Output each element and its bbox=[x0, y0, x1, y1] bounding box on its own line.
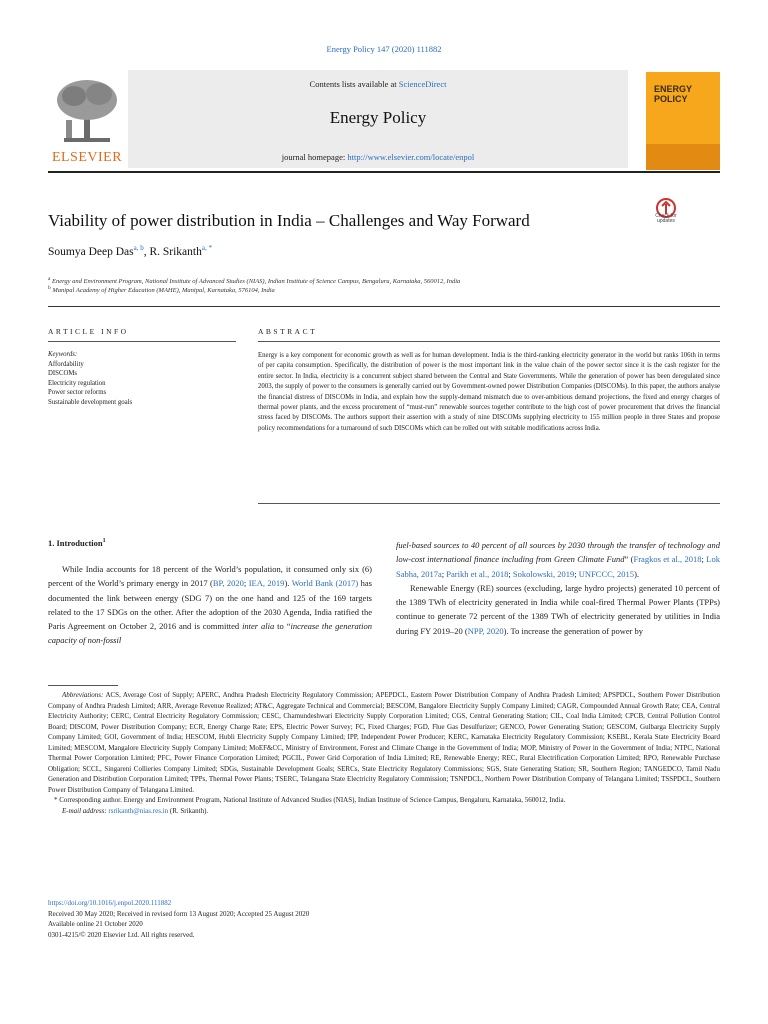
journal-cover-thumbnail bbox=[646, 72, 720, 170]
keyword-item: Power sector reforms bbox=[48, 389, 107, 396]
footnotes bbox=[48, 690, 720, 816]
badge-line1: Check for bbox=[655, 213, 677, 219]
email-footnote bbox=[48, 806, 720, 817]
cover-title bbox=[654, 84, 692, 104]
corresponding-footnote: * Corresponding author. Energy and Environment Program, National Institute of Advanced Studies (NIAS), Indian Institute of Science Campus, Bengaluru, Karnataka, 560012, India. bbox=[54, 796, 566, 804]
intro-sep: ). bbox=[284, 578, 292, 589]
article-title: Viability of power distribution in India – Challenges and Way Forward bbox=[48, 211, 530, 230]
publication-info bbox=[48, 898, 309, 940]
sciencedirect-link[interactable]: ScienceDirect bbox=[398, 79, 447, 89]
affil-a-sup: a bbox=[48, 276, 51, 282]
doi-link[interactable]: https://doi.org/10.1016/j.enpol.2020.111882 bbox=[48, 899, 172, 907]
affil-a-text: Energy and Environment Program, National Institute of Advanced Studies (NIAS), Indian Institute of Science Campus, Bengaluru, Karnataka, 560012, India bbox=[50, 278, 461, 286]
intro-column-2 bbox=[396, 538, 720, 638]
received-dates: Received 30 May 2020; Received in revised form 13 August 2020; Accepted 25 August 2020 bbox=[48, 909, 310, 918]
article-info-rule bbox=[48, 341, 236, 342]
abstract-rule bbox=[258, 341, 720, 342]
footnote-rule bbox=[48, 685, 118, 686]
keyword-item: Electricity regulation bbox=[48, 379, 106, 387]
intro-text: While India accounts for 18 percent of the World’s population, it consumed only six (6) percent of the World’s primary energy in 2017 ( bbox=[48, 564, 372, 589]
author-1[interactable]: Soumya Deep Das bbox=[48, 245, 134, 258]
keyword-item: Sustainable development goals bbox=[48, 398, 133, 406]
citation-link[interactable]: NPP, 2020 bbox=[467, 625, 504, 636]
intro-sep: ; bbox=[701, 554, 707, 565]
abstract-end-rule bbox=[258, 503, 720, 504]
intro-italic: fuel-based sources to 40 percent of all sources by 2030 through the transfer of technology and low-cost international finance including from Green Climate Fund bbox=[396, 540, 720, 565]
header-rule bbox=[48, 171, 720, 173]
cover-title-line2: POLICY bbox=[654, 94, 688, 104]
author-list bbox=[48, 244, 212, 258]
badge-line2: updates bbox=[657, 218, 675, 224]
affil-b-sup: b bbox=[48, 285, 51, 291]
author-2[interactable]: R. Srikanth bbox=[149, 245, 202, 258]
journal-reference[interactable]: Energy Policy 147 (2020) 111882 bbox=[326, 44, 442, 54]
abstract-heading: ABSTRACT bbox=[258, 327, 318, 336]
affil-b-text: Manipal Academy of Higher Education (MAHE), Manipal, Karnataka, 576104, India bbox=[50, 287, 275, 295]
cover-title-line1: ENERGY bbox=[654, 84, 693, 94]
intro-heading bbox=[48, 538, 106, 548]
citation-link[interactable]: Sokolowski, 2019 bbox=[512, 568, 575, 579]
citation-link[interactable]: IEA, 2019 bbox=[248, 578, 285, 589]
intro-italic: inter alia bbox=[242, 621, 275, 632]
section-rule bbox=[48, 306, 720, 307]
citation-link[interactable]: Lok Sabha, 2017a bbox=[396, 554, 720, 579]
intro-sep: ; bbox=[574, 568, 579, 579]
contents-prefix: Contents lists available at bbox=[309, 79, 399, 89]
intro-italic: increase the generation capacity of non-fossil bbox=[48, 621, 373, 646]
email-link[interactable]: rsrikanth@nias.res.in bbox=[108, 806, 169, 815]
intro-text: has documented the link between energy (SDG 7) on the one hand and 125 of the 169 targets related to the 17 SDGs on the other. After the adoption of the 2030 Agenda, India ratified the Paris Agreement on October 2, 2016 and is committed bbox=[48, 578, 372, 632]
journal-title: Energy Policy bbox=[329, 108, 427, 127]
citation-link[interactable]: Fragkos et al., 2018 bbox=[633, 554, 702, 565]
citation-link[interactable]: BP, 2020 bbox=[212, 578, 244, 589]
copyright: 0301-4215/© 2020 Elsevier Ltd. All rights reserved. bbox=[48, 930, 195, 939]
affiliation-b bbox=[48, 285, 275, 294]
cover-band bbox=[646, 144, 720, 170]
keyword-item: Affordability bbox=[48, 360, 84, 368]
author-2-sup[interactable]: a, * bbox=[201, 244, 212, 252]
intro-text: ). To increase the generation of power by bbox=[503, 625, 644, 636]
citation-link[interactable]: UNFCCC, 2015 bbox=[578, 568, 635, 579]
intro-text: to “ bbox=[274, 621, 291, 632]
intro-text: ” ( bbox=[624, 554, 634, 565]
contents-line bbox=[128, 79, 628, 89]
affiliation-a bbox=[48, 276, 460, 285]
email-label: E-mail address: bbox=[62, 806, 107, 815]
abbrev-label: Abbreviations: bbox=[62, 691, 104, 699]
keywords-list bbox=[48, 350, 238, 407]
author-sep: , bbox=[143, 245, 150, 258]
intro-text: Renewable Energy (RE) sources (excluding, large hydro projects) generated 10 percent of the 1389 TWh of electricity generated in India while coal-fired Thermal Power Plants (TPPs) continue to generate 72 percent of the 1389 TWh of electricity generated by utilities in India during FY 2019–20 ( bbox=[396, 582, 720, 636]
homepage-prefix: journal homepage: bbox=[281, 152, 348, 162]
citation-link[interactable]: Parikh et al., 2018 bbox=[446, 568, 509, 579]
elsevier-tree-logo-icon bbox=[54, 76, 120, 148]
intro-sep: ; bbox=[508, 568, 513, 579]
intro-column-1 bbox=[48, 562, 372, 648]
intro-sep: ; bbox=[441, 568, 447, 579]
keywords-label: Keywords: bbox=[48, 351, 78, 358]
intro-footnote-ref[interactable]: 1 bbox=[102, 538, 106, 545]
intro-sep: ; bbox=[243, 578, 249, 589]
intro-heading-text: 1. Introduction bbox=[48, 538, 103, 548]
check-for-updates-label bbox=[646, 214, 686, 224]
homepage-link[interactable]: http://www.elsevier.com/locate/enpol bbox=[347, 152, 475, 162]
publisher-name: ELSEVIER bbox=[51, 150, 123, 165]
abbrev-text: ACS, Average Cost of Supply; APERC, Andhra Pradesh Electricity Regulatory Commission; APEPDCL, Eastern Power Distribution Company of Andhra Pradesh Limited; APSPDCL, Southern Power Distribution Company of Andhra Pradesh Limited; ARR, Average Revenue Realized; AT&C, Aggregate Technical and Commercial; BESCOM, Bangalore Electricity Supply Company Limited; CAGR, Compounded Annual Growth Rate; CEA, Central Electricity Authority; CERC, Central Electricity Regulatory Commission; CESC, Chamundeshwari Electricity Supply Corporation Limited; CGS, Central Generating Station; CIL, Coal India Limited; CPCB, Central Pollution Control Board; DISCOM, Power Distribution Company; ECR, Energy Charge Rate; EPS, Electric Power Survey; FC, Fixed Charges; FGD, Flue Gas Desulfurizer; GENCO, Power Generating Station; GESCOM, Gulbarga Electricity Supply Company Limited; GOI, Government of India; HESCOM, Hubli Electricity Supply Company Limited; IPP, Independent Power Producer; KERC, Karnataka Electricity Regulatory Commission; KSEBL, Kerala State Electricity Board Limited; MESCOM, Mangalore Electricity Supply Company Limited; MoEF&CC, Ministry of Environment, Forest and Climate Change in the Government of India; MOP, Ministry of Power in the Government of India; NTPC, National Thermal Power Corporation Limited; PFC, Power Finance Corporation Limited; PGCIL, Power Grid Corporation of India Limited; RE, Renewable Energy; REC, Rural Electrification Corporation Limited; RPO, Renewable Purchase Obligation; SCCL, Singareni Collieries Company Limited; SDGs, Sustainable Development Goals; SERCs, State Electricity Regulatory Commissions; SGS, State Generating Station; SR, Southern Region; TANGEDCO, Tamil Nadu Generation and Distribution Corporation Limited; TPPs, Thermal Power Plants; TSERC, Telangana State Electricity Regulatory Commission; TSNPDCL, Northern Power Distribution Company of Telangana Limited; TSSPDCL, Southern Power Distribution Company of Telangana Limited. bbox=[48, 691, 720, 794]
article-info-heading: ARTICLE INFO bbox=[48, 327, 129, 336]
email-suffix: (R. Srikanth). bbox=[168, 806, 209, 815]
intro-text: ). bbox=[634, 568, 640, 579]
keyword-item: DISCOMs bbox=[48, 370, 78, 377]
intro-paragraph-2 bbox=[396, 581, 720, 638]
author-1-sup[interactable]: a, b bbox=[133, 244, 144, 252]
abstract-text: Energy is a key component for economic growth as well as for human development. India is the third-ranking electricity generator in the world but ranks 106th in terms of per capita consumption. Specifically, the distribution of power is the most important link in the value chain of the power sector since it is the cash register for the entire sector. In India, electricity is a concurrent subject shared between the Central and State Governments. While the generation of power has been deregulated since 2003, the supply of power to the consumers is generally carried out by Government-owned power Distribution Companies (DISCOMs). In this paper, the authors analyse the financial distress of DISCOMs in India, and explain how the supply-demand mismatch due to over-ambitious demand projections, the fixed and energy charges of thermal power plants, and the excess procurement of “must-run” renewable sources together contribute to the high cost of power procurement that drives the financial stress faced by DISCOMs. The authors support their assertion with a study of nine DISCOMs supplying electricity to 155 million people in three States and propose policy recommendations for a turnaround of such DISCOMs which can be rolled out with suitable modifications across India. bbox=[258, 352, 720, 432]
abbreviations-footnote bbox=[48, 690, 720, 795]
homepage-line bbox=[128, 152, 628, 162]
citation-link[interactable]: World Bank (2017) bbox=[291, 578, 359, 589]
available-online: Available online 21 October 2020 bbox=[48, 920, 143, 928]
